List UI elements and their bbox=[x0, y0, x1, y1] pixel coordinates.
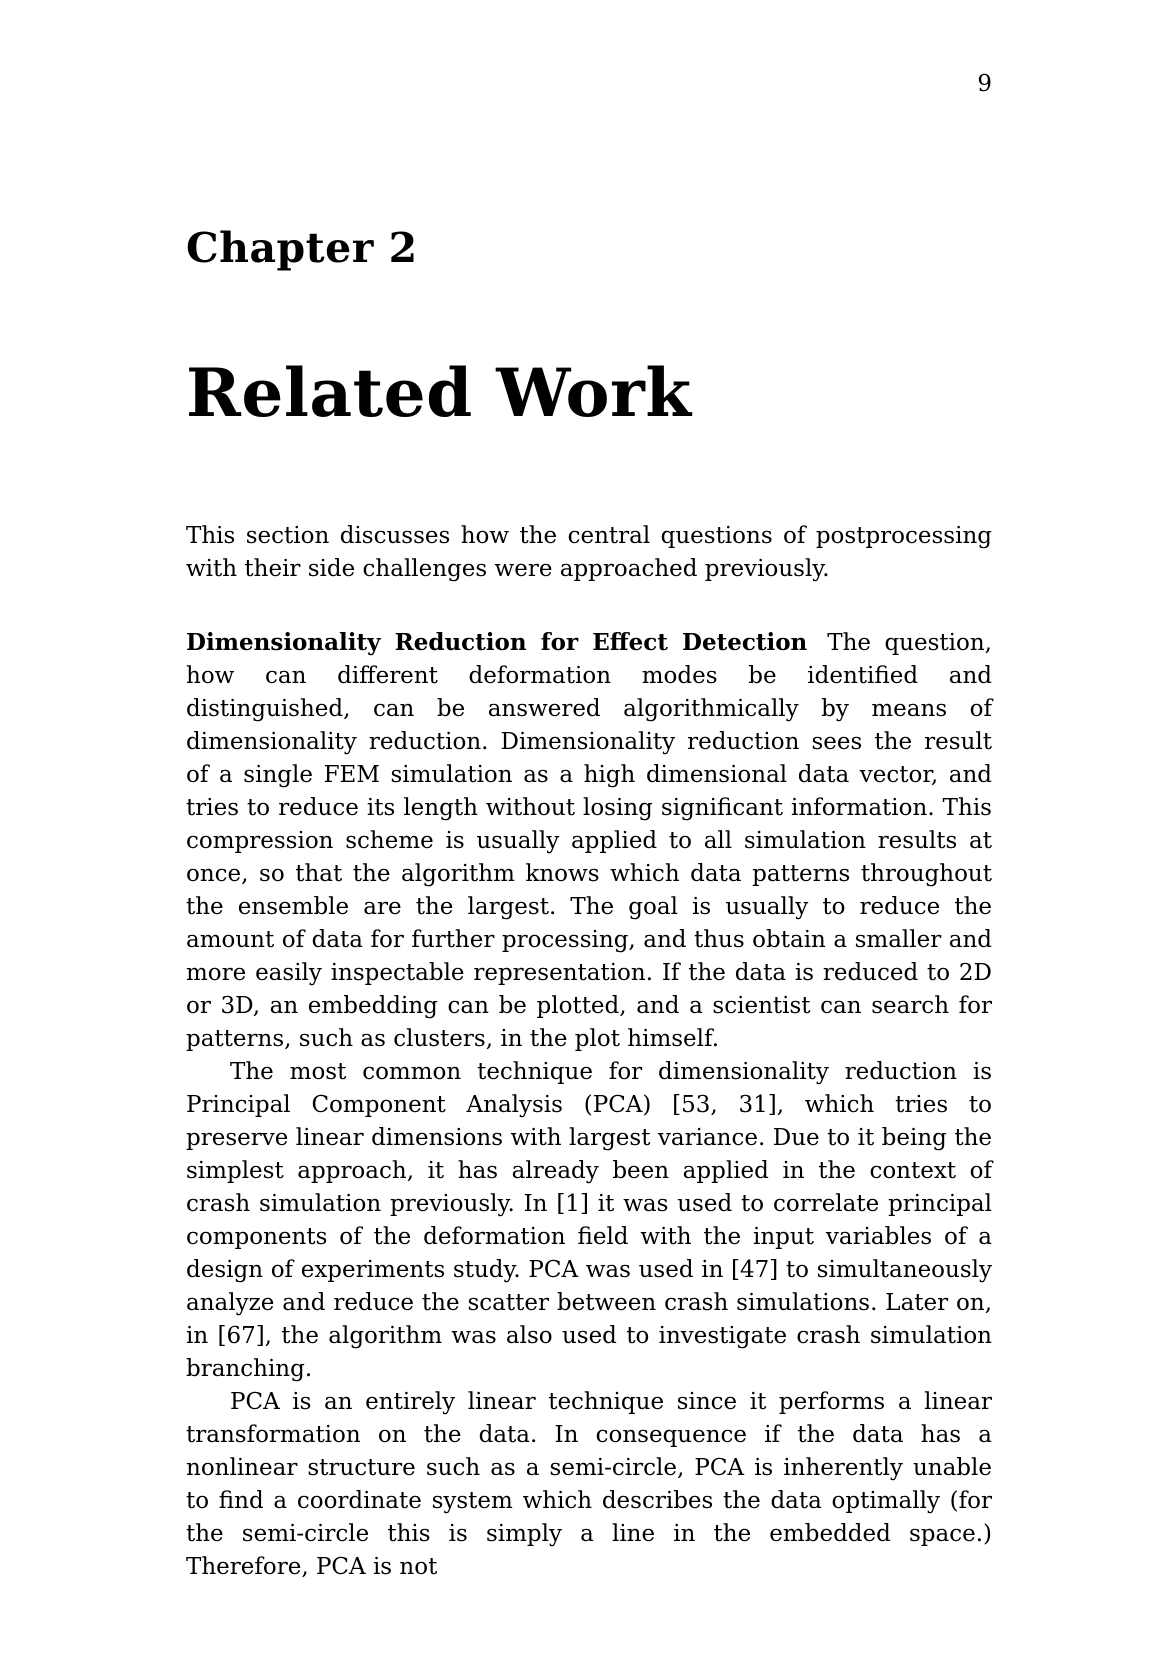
chapter-title: Related Work bbox=[186, 354, 692, 433]
page-number: 9 bbox=[977, 71, 992, 97]
page-content bbox=[186, 226, 992, 1584]
paragraph-pca-linear: PCA is an entirely linear technique since it performs a linear transformation on the data. In consequence if the data has a nonlinear structure such as a semi-circle, PCA is inherently unable to find a coordinate system which describes the data optimally (for the semi-circle this is simply a line in the embedded space.) Therefore, PCA is not bbox=[186, 1388, 992, 1580]
intro-paragraph: This section discusses how the central questions of postprocessing with their side challenges were approached previously. bbox=[186, 522, 992, 582]
paragraph-dimensionality-reduction bbox=[186, 626, 992, 1056]
chapter-label: Chapter 2 bbox=[186, 224, 418, 272]
paragraph-pca-overview: The most common technique for dimensionality reduction is Principal Component Analysis (PCA) [53, 31], which tries to preserve linear dimensions with largest variance. Due to it being the simplest approach, it has already been applied in the context of crash simulation previously. In [1] it was used to correlate principal components of the deformation field with the input variables of a design of experiments study. PCA was used in [47] to simultaneously analyze and reduce the scatter between crash simulations. Later on, in [67], the algorithm was also used to investigate crash simulation branching. bbox=[186, 1058, 992, 1382]
run-in-heading: Dimensionality Reduction for Effect Detection bbox=[186, 628, 808, 656]
paragraph-text: The question, how can different deformation modes be identified and distinguished, can be answered algorithmically by means of dimensionality reduction. Dimensionality reduction sees the result of a single FEM simulation as a high dimensional data vector, and tries to reduce its length without losing significant information. This compression scheme is usually applied to all simulation results at once, so that the algorithm knows which data patterns throughout the ensemble are the largest. The goal is usually to reduce the amount of data for further processing, and thus obtain a smaller and more easily inspectable representation. If the data is reduced to 2D or 3D, an embedding can be plotted, and a scientist can search for patterns, such as clusters, in the plot himself. bbox=[186, 629, 992, 1052]
